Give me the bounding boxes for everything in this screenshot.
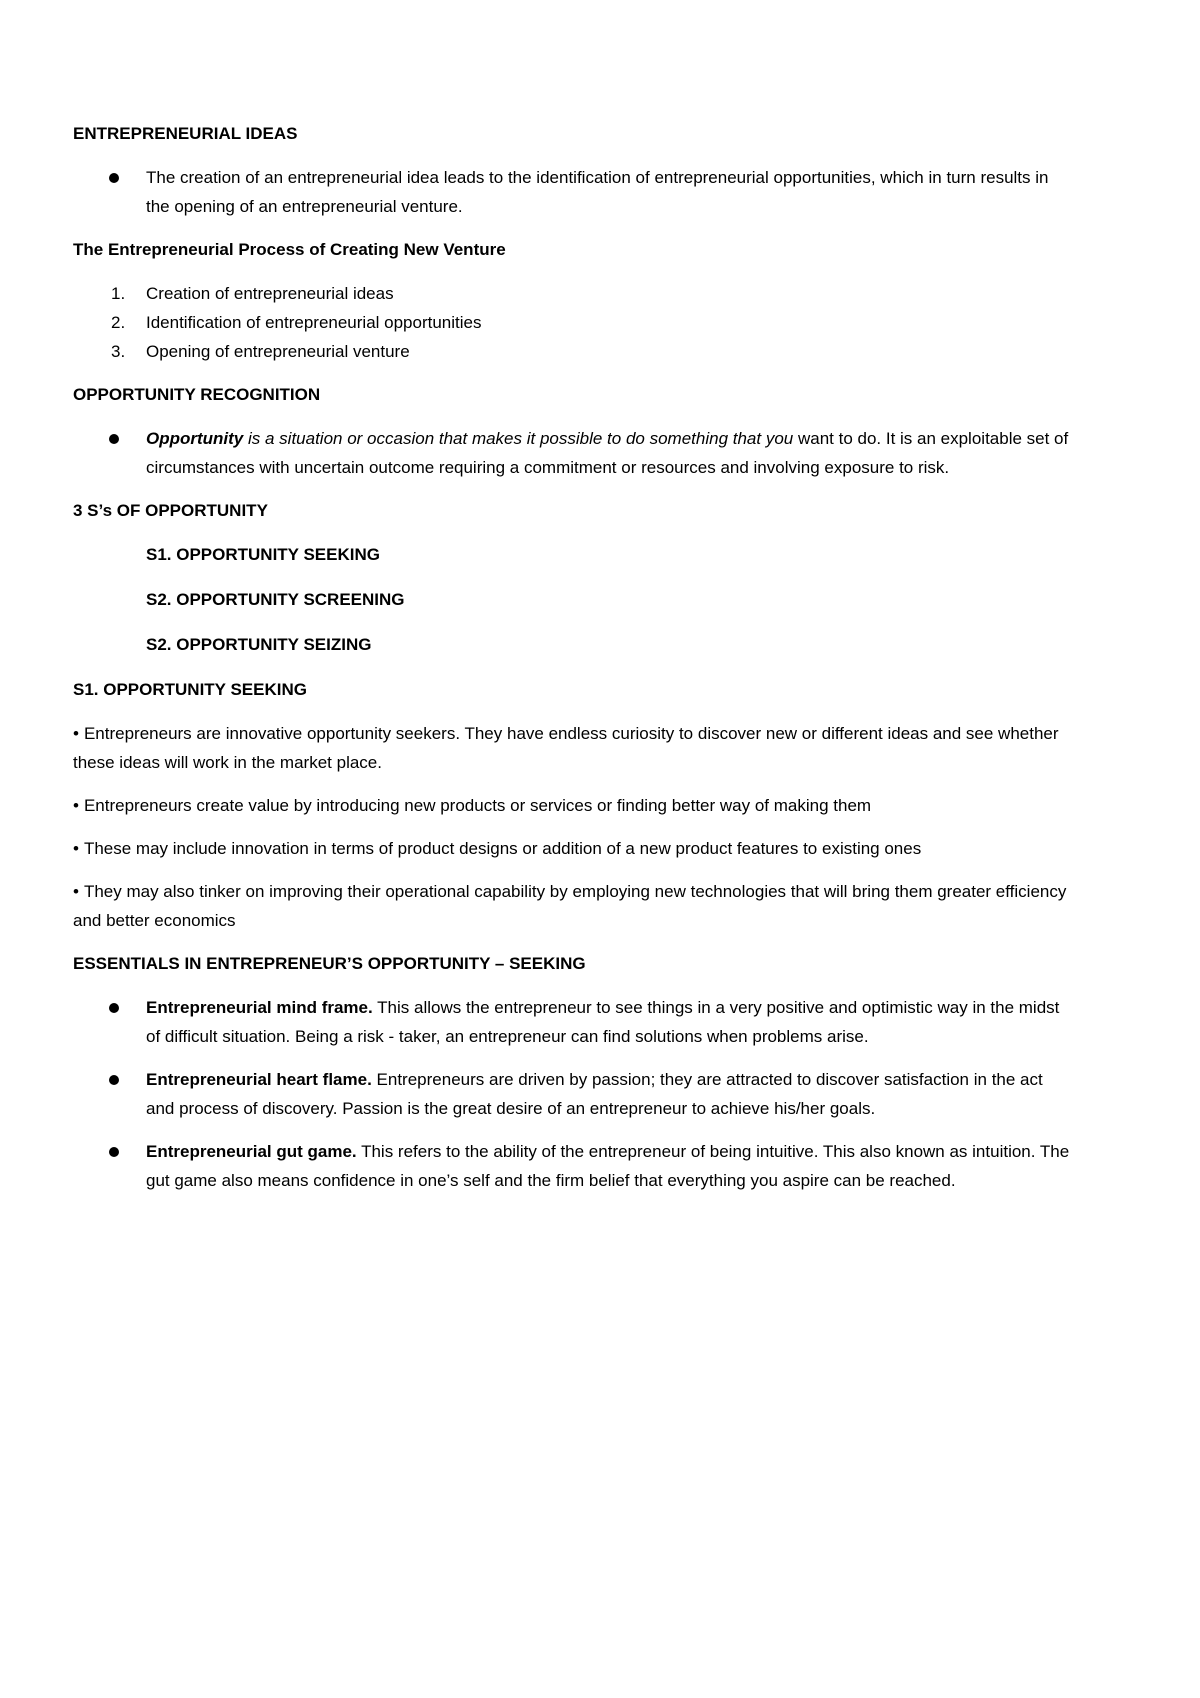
recognition-bullet-list xyxy=(73,424,1075,482)
list-item xyxy=(73,163,1075,221)
bullet-dot-icon xyxy=(109,434,119,444)
bullet-dot-icon xyxy=(109,1075,119,1085)
bullet-char: • xyxy=(73,882,79,901)
heading-opportunity-seeking: S1. OPPORTUNITY SEEKING xyxy=(73,680,307,699)
heading-three-s: 3 S’s OF OPPORTUNITY xyxy=(73,501,268,520)
essentials-bullet-list xyxy=(73,993,1075,1195)
list-number: 3. xyxy=(111,342,126,361)
essential-text: Entrepreneurs are driven by passion; they are attracted to discover satisfaction in the act and process of discovery. Passion is the great desire of an entrepreneur to achieve his/her goals. xyxy=(146,1070,1043,1118)
list-item xyxy=(73,993,1075,1051)
essential-text: This allows the entrepreneur to see things in a very positive and optimistic way in the midst of difficult situation. Being a risk - taker, an entrepreneur can find solutions when problems arise. xyxy=(146,998,1060,1046)
essential-term: Entrepreneurial gut game. xyxy=(146,1142,357,1161)
paragraph-text: Entrepreneurs create value by introducing new products or services or finding better way of making them xyxy=(83,796,872,815)
list-item xyxy=(73,308,1075,337)
bullet-char: • xyxy=(73,796,79,815)
opportunity-definition-italic: is a situation or occasion that makes it possible to do something that you xyxy=(243,429,794,448)
list-item-text: Opening of entrepreneurial venture xyxy=(146,342,410,361)
essential-term: Entrepreneurial heart flame. xyxy=(146,1070,372,1089)
bullet-char: • xyxy=(73,724,79,743)
opportunity-definition-rest: want to do. It is an exploitable set of circumstances with uncertain outcome requiring a commitment or resources and involving exposure to risk. xyxy=(146,429,1069,477)
paragraph-text: They may also tinker on improving their operational capability by employing new technologies that will bring them greater efficiency and better economics xyxy=(73,882,1067,930)
s-item-screening: S2. OPPORTUNITY SCREENING xyxy=(146,590,405,609)
heading-opportunity-recognition: OPPORTUNITY RECOGNITION xyxy=(73,385,321,404)
list-item xyxy=(73,424,1075,482)
ideas-bullet-list xyxy=(73,163,1075,221)
opportunity-term: Opportunity xyxy=(146,429,244,448)
seeking-paragraph xyxy=(73,791,1075,820)
process-numbered-list xyxy=(73,279,1075,366)
essential-text: This refers to the ability of the entrepreneur of being intuitive. This also known as intuition. The gut game also means confidence in one’s self and the firm belief that everything you aspire can be reached. xyxy=(146,1142,1070,1190)
paragraph-text: Entrepreneurs are innovative opportunity seekers. They have endless curiosity to discover new or different ideas and see whether these ideas will work in the market place. xyxy=(73,724,1059,772)
s-item-seeking: S1. OPPORTUNITY SEEKING xyxy=(146,545,380,564)
list-number: 2. xyxy=(111,313,126,332)
bullet-dot-icon xyxy=(109,1147,119,1157)
heading-essentials: ESSENTIALS IN ENTREPRENEUR’S OPPORTUNITY – SEEKING xyxy=(73,954,586,973)
bullet-dot-icon xyxy=(109,173,119,183)
bullet-char: • xyxy=(73,839,79,858)
list-item xyxy=(73,337,1075,366)
seeking-paragraph xyxy=(73,719,1075,777)
list-item-text: Creation of entrepreneurial ideas xyxy=(146,284,394,303)
heading-entrepreneurial-ideas: ENTREPRENEURIAL IDEAS xyxy=(73,124,298,143)
heading-entrepreneurial-process: The Entrepreneurial Process of Creating New Venture xyxy=(73,240,506,259)
list-item-text: Identification of entrepreneurial opportunities xyxy=(146,313,482,332)
list-number: 1. xyxy=(111,284,126,303)
list-item xyxy=(73,279,1075,308)
s-item-seizing: S2. OPPORTUNITY SEIZING xyxy=(146,635,372,654)
essential-term: Entrepreneurial mind frame. xyxy=(146,998,373,1017)
bullet-dot-icon xyxy=(109,1003,119,1013)
list-item-text: The creation of an entrepreneurial idea leads to the identification of entrepreneurial opportunities, which in turn results in the opening of an entrepreneurial venture. xyxy=(146,168,1049,216)
list-item xyxy=(73,1065,1075,1123)
seeking-paragraph xyxy=(73,877,1075,935)
list-item xyxy=(73,1137,1075,1195)
paragraph-text: These may include innovation in terms of product designs or addition of a new product features to existing ones xyxy=(83,839,922,858)
seeking-paragraph xyxy=(73,834,1075,863)
